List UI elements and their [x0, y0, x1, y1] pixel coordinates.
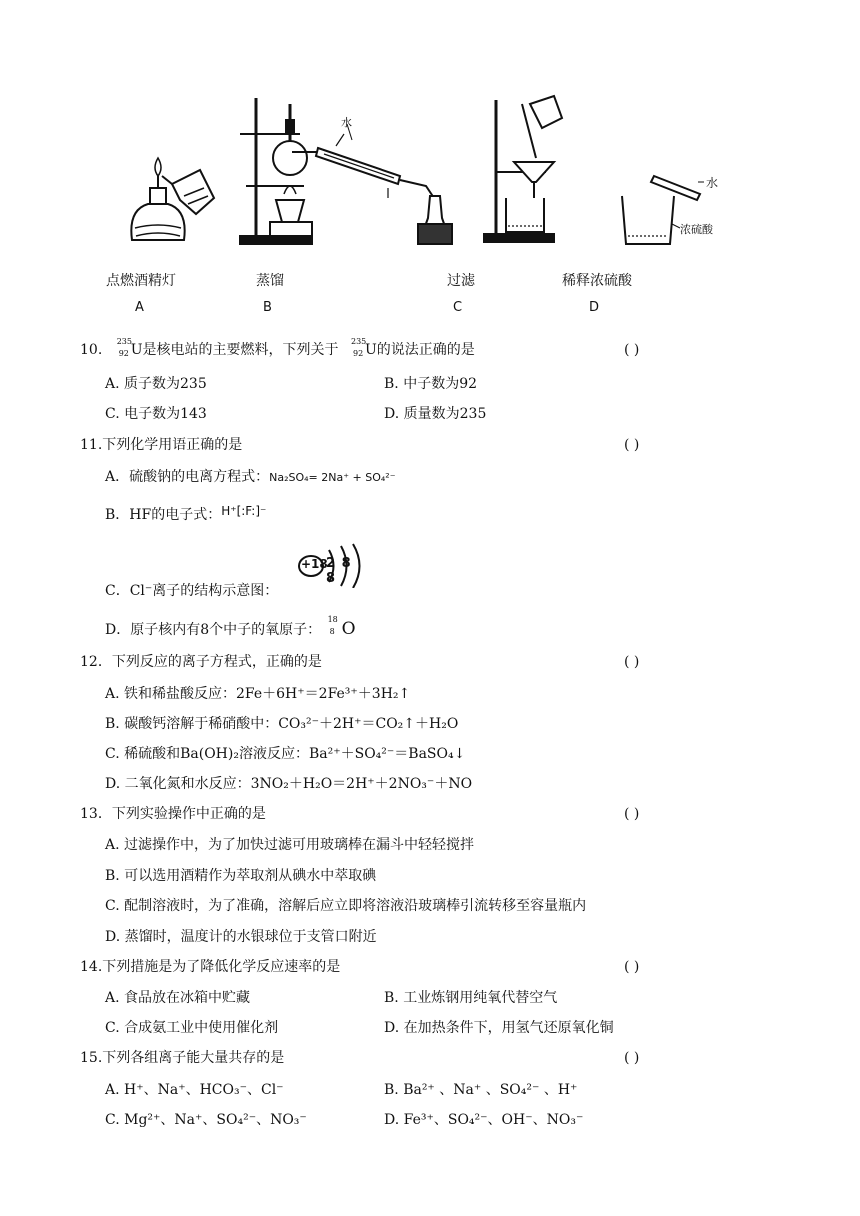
q15-stem: 15.下列各组离子能大量共存的是 — [80, 1050, 285, 1066]
q10-stem-part1: U是核电站的主要燃料，下列关于 — [130, 342, 339, 358]
q11-answer-paren[interactable]: ( ) — [624, 437, 640, 453]
q11-option-b-formula: H⁺[:F:]⁻ — [221, 504, 267, 518]
letter-a: A — [135, 300, 144, 315]
q10-option-a: A. 质子数为235 — [105, 376, 207, 392]
q10-isotope-2 — [350, 337, 367, 359]
q13-option-d: D. 蒸馏时，温度计的水银球位于支管口附近 — [105, 929, 377, 945]
q14-option-d: D. 在加热条件下，用氢气还原氧化铜 — [384, 1020, 614, 1036]
caption-c: 过滤 — [447, 273, 475, 289]
caption-a: 点燃酒精灯 — [106, 273, 176, 289]
q14-option-a: A. 食品放在冰箱中贮藏 — [105, 990, 251, 1006]
q10-option-b: B. 中子数为92 — [384, 376, 478, 392]
q11-option-a-equation: Na₂SO₄= 2Na⁺ + SO₄²⁻ — [269, 471, 396, 484]
q10-isotope-1 — [116, 337, 132, 359]
q12-stem: 12．下列反应的离子方程式，正确的是 — [80, 654, 322, 670]
q12-option-d: D. 二氧化氮和水反应：3NO₂＋H₂O＝2H⁺＋2NO₃⁻＋NO — [105, 776, 473, 792]
q10-mass-number-2: 235 — [350, 337, 367, 346]
q13-answer-paren[interactable]: ( ) — [624, 806, 640, 822]
q14-answer-paren[interactable]: ( ) — [624, 959, 640, 975]
conc-acid-label: 浓硫酸 — [680, 223, 713, 236]
q12-answer-paren[interactable]: ( ) — [624, 654, 640, 670]
q10-mass-number: 235 — [116, 337, 132, 346]
q11-option-a-text: A．硫酸钠的电离方程式： — [105, 469, 270, 485]
alcohol-lamp-drawing — [131, 158, 214, 240]
cl-ion-structure-diagram — [296, 542, 366, 588]
q15-option-d: D. Fe³⁺、SO₄²⁻、OH⁻、NO₃⁻ — [384, 1112, 584, 1128]
q15-answer-paren[interactable]: ( ) — [624, 1050, 640, 1066]
oxygen-isotope — [327, 615, 342, 639]
q14-stem: 14.下列措施是为了降低化学反应速率的是 — [80, 959, 341, 975]
q11-option-b — [105, 506, 266, 524]
q10-answer-paren[interactable]: ( ) — [624, 342, 640, 358]
filtration-drawing — [484, 96, 562, 242]
water-label-distillation: 水 — [341, 116, 352, 129]
q13-option-a: A. 过滤操作中，为了加快过滤可用玻璃棒在漏斗中轻轻搅拌 — [105, 837, 475, 853]
q10-stem-part2: U的说法正确的是 — [364, 342, 475, 358]
oxygen-symbol: O — [341, 619, 356, 639]
cl-nucleus-charge: +18 — [301, 557, 328, 571]
q11-option-a — [105, 468, 396, 487]
q14-option-c: C. 合成氨工业中使用催化剂 — [105, 1020, 279, 1036]
q12-option-c: C. 稀硫酸和Ba(OH)₂溶液反应：Ba²⁺＋SO₄²⁻＝BaSO₄↓ — [105, 746, 466, 762]
q10-option-c: C. 电子数为143 — [105, 406, 207, 422]
q13-option-b: B. 可以选用酒精作为萃取剂从碘水中萃取碘 — [105, 868, 377, 884]
q13-stem: 13．下列实验操作中正确的是 — [80, 806, 266, 822]
oxygen-atomic-number: 8 — [329, 627, 335, 636]
q11-option-c: C．Cl⁻离子的结构示意图： — [105, 583, 279, 599]
q10-number: 10. — [80, 342, 103, 358]
q10-atomic-number-2: 92 — [352, 349, 364, 358]
q12-option-b: B. 碳酸钙溶解于稀硝酸中：CO₃²⁻＋2H⁺＝CO₂↑＋H₂O — [105, 716, 459, 732]
q10-stem — [80, 337, 475, 359]
water-label-dilution: 水 — [706, 176, 719, 190]
letter-d: D — [589, 300, 600, 315]
q10-option-d: D. 质量数为235 — [384, 406, 487, 422]
q15-option-b: B. Ba²⁺ 、Na⁺ 、SO₄²⁻ 、H⁺ — [384, 1082, 578, 1098]
apparatus-figure-row — [0, 0, 860, 330]
q15-option-c: C. Mg²⁺、Na⁺、SO₄²⁻、NO₃⁻ — [105, 1112, 307, 1128]
oxygen-mass-number: 18 — [327, 615, 338, 624]
letter-c: C — [453, 300, 463, 315]
caption-b: 蒸馏 — [256, 273, 284, 289]
letter-b: B — [263, 300, 272, 315]
q11-option-d — [105, 615, 356, 639]
caption-d: 稀释浓硫酸 — [562, 273, 632, 289]
q14-option-b: B. 工业炼钢用纯氧代替空气 — [384, 990, 558, 1006]
cl-shell-electrons: 2 8 8 — [326, 556, 352, 586]
q11-option-b-text: B．HF的电子式： — [105, 507, 222, 523]
q13-option-c: C. 配制溶液时，为了准确，溶解后应立即将溶液沿玻璃棒引流转移至容量瓶内 — [105, 898, 587, 914]
q10-atomic-number: 92 — [118, 349, 129, 358]
q15-option-a: A. H⁺、Na⁺、HCO₃⁻、Cl⁻ — [105, 1082, 284, 1098]
q11-option-d-text: D．原子核内有8个中子的氧原子： — [105, 622, 322, 638]
q11-stem: 11.下列化学用语正确的是 — [80, 437, 243, 453]
q12-option-a: A. 铁和稀盐酸反应：2Fe＋6H⁺＝2Fe³⁺＋3H₂↑ — [105, 686, 411, 702]
